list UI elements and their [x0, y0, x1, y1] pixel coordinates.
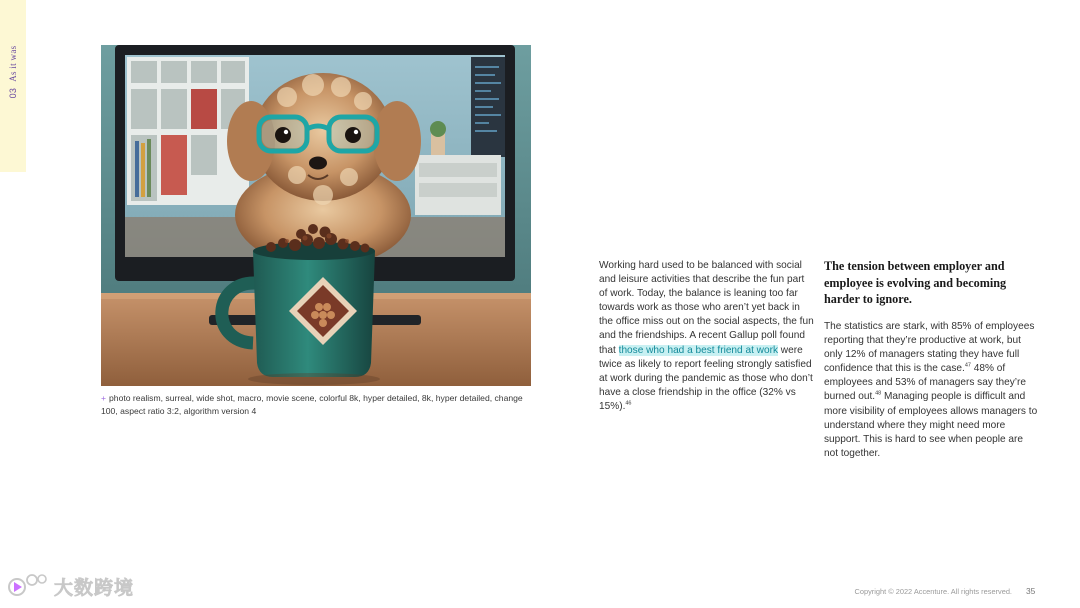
watermark: [8, 572, 134, 600]
stats-paragraph: [824, 320, 1039, 461]
footnote-ref: 47: [964, 362, 971, 369]
section-number: 03: [8, 87, 18, 99]
stats-text-part3: Managing people is difficult and more visibility of employees allows managers to understand where they might need more support. This is hard to see when people are not together.: [824, 391, 1038, 459]
section-headline: The tension between employer and employee is evolving and becoming harder to ignore.: [824, 259, 1007, 307]
highlighted-quote-link[interactable]: those who had a best friend at work: [618, 344, 778, 356]
dog-illustration-svg: [101, 45, 531, 386]
image-caption: [101, 392, 526, 417]
dog-illustration-image: [101, 45, 531, 386]
body-paragraph: [599, 259, 814, 414]
stats-text-part1: The statistics are stark, with 85% of employees reporting that they’re productive at work, but only 12% of managers stating they have full confidence that this is the case.: [824, 321, 1035, 375]
section-tab-text: [8, 46, 18, 99]
copyright-text: Copyright © 2022 Accenture. All rights reserved.: [854, 587, 1012, 596]
section-tab: [0, 0, 26, 172]
body-text-part1: Working hard used to be balanced with social and leisure activities that describe the fun part of work. Today, the balance is leaning too far towards work as those who aren’t yet back in the office miss out on the social aspects, the fun and the friendships. A recent Gallup poll found that: [599, 260, 814, 356]
section-label: As it was: [8, 45, 18, 82]
caption-text: photo realism, surreal, wide shot, macro, movie scene, colorful 8k, hyper detailed, 8k, hyper detailed, change 100, aspect ratio 3:2, algorithm version 4: [101, 393, 523, 416]
caption-plus-icon: +: [101, 393, 107, 403]
watermark-text: 大数跨境: [54, 577, 135, 599]
body-text-part2: were twice as likely to report feeling strongly satisfied at work during the pandemic as those who don’t have a close friendship in the office (32% vs 15%).: [599, 344, 813, 412]
stats-text-part2: 48% of employees and 53% of managers say they’re burned out.: [824, 363, 1026, 403]
footnote-ref: 48: [875, 391, 882, 398]
page-number: 35: [1026, 586, 1036, 596]
watermark-logo-icon: [8, 573, 48, 599]
footnote-ref: 46: [625, 400, 632, 407]
